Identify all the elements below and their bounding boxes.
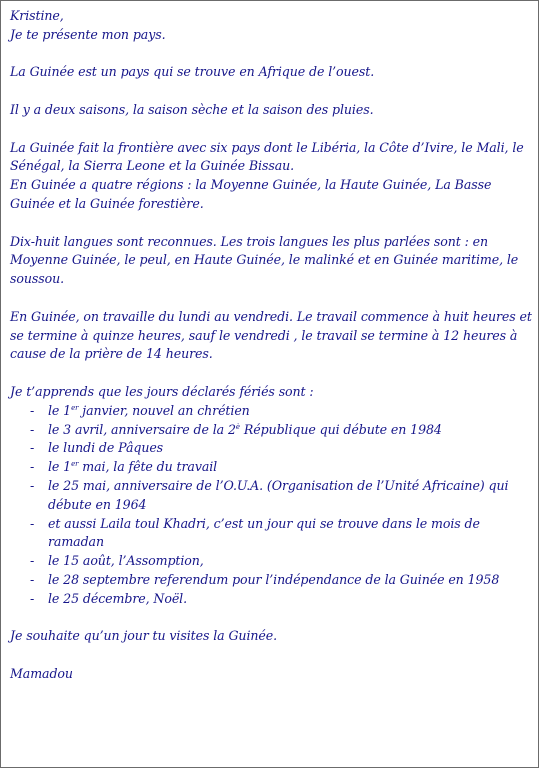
intro-line: Je te présente mon pays. bbox=[10, 26, 166, 42]
paragraph-work-hours: En Guinée, on travaille du lundi au vendredi. Le travail commence à huit heures et se termine à quinze heures, sauf le vendredi , le travail se termine à 12 heures à cause de la prière de 14 heures. bbox=[10, 308, 532, 362]
signature: Mamadou bbox=[10, 665, 73, 681]
holiday-item: - le 3 avril, anniversaire de la $2^è$ République qui débute en 1984 bbox=[10, 421, 532, 440]
holiday-item: - le lundi de Pâques bbox=[10, 439, 532, 458]
paragraph-borders: La Guinée fait la frontière avec six pays dont le Libéria, la Côte d’Ivire, le Mali, le Sénégal, la Sierra Leone et la Guinée Bissau. bbox=[10, 139, 524, 174]
letter-body bbox=[10, 7, 532, 684]
holiday-item: - le 1er mai, la fête du travail bbox=[10, 458, 532, 477]
holiday-item: - le 28 septembre referendum pour l’indépendance de la Guinée en 1958 bbox=[10, 571, 532, 590]
holidays-intro: Je t’apprends que les jours déclarés fériés sont : bbox=[10, 383, 314, 399]
holiday-item: - le 25 mai, anniversaire de l’O.U.A. (Organisation de l’Unité Africaine) qui débute en 1964 bbox=[10, 477, 532, 515]
paragraph-regions: En Guinée a quatre régions : la Moyenne Guinée, la Haute Guinée, La Basse Guinée et la Guinée forestière. bbox=[10, 177, 492, 211]
paragraph-location: La Guinée est un pays qui se trouve en Afrique de l’ouest. bbox=[10, 64, 375, 80]
holiday-item: - le 25 décembre, Noël. bbox=[10, 590, 532, 609]
holiday-item: - le 15 août, l’Assomption, bbox=[10, 552, 532, 571]
salutation: Kristine, bbox=[10, 8, 64, 23]
paragraph-seasons: Il y a deux saisons, la saison sèche et la saison des pluies. bbox=[10, 101, 374, 117]
paragraph-languages: Dix-huit langues sont reconnues. Les trois langues les plus parlées sont : en Moyenne Guinée, le peul, en Haute Guinée, le malinké et en Guinée maritime, le soussou. bbox=[10, 233, 519, 287]
holiday-item: - et aussi Laila toul Khadri, c’est un jour qui se trouve dans le mois de ramadan bbox=[10, 515, 532, 553]
holiday-item: - le 1er janvier, nouvel an chrétien bbox=[10, 402, 532, 421]
closing-line: Je souhaite qu’un jour tu visites la Guinée. bbox=[10, 628, 277, 644]
holidays-list bbox=[10, 402, 532, 609]
